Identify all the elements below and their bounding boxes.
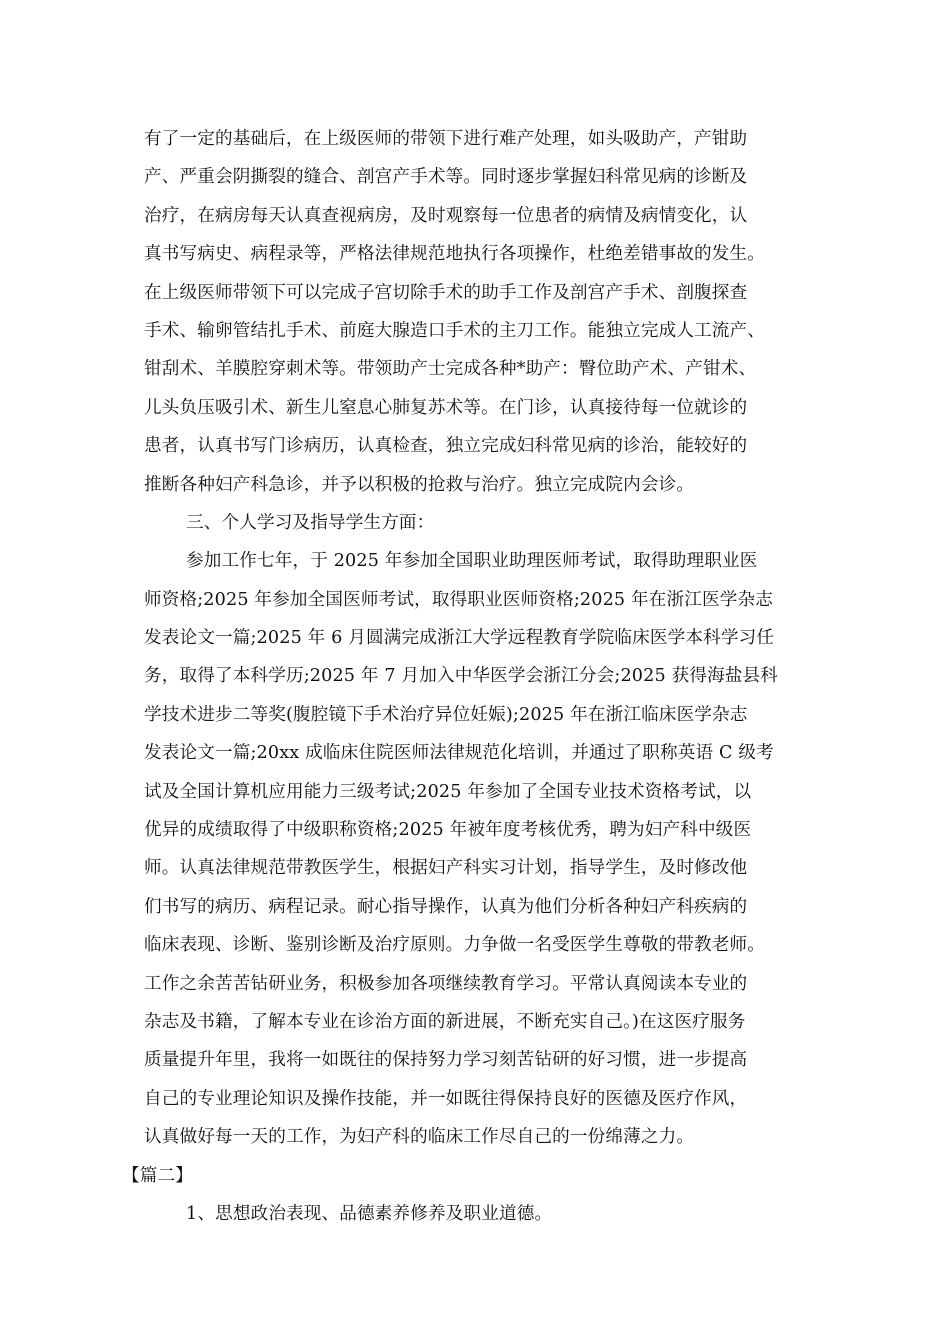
document-body: [0, 120, 950, 1233]
text-line: 试及全国计算机应用能力三级考试;2025 年参加了全国专业技术资格考试，以: [144, 781, 752, 802]
section-heading: 1、思想政治表现、品德素养修养及职业道德。: [186, 1203, 553, 1224]
section-heading: 三、个人学习及指导学生方面：: [186, 512, 435, 533]
text-line: 认真做好每一天的工作，为妇产科的临床工作尽自己的一份绵薄之力。: [144, 1127, 695, 1148]
text-line: 有了一定的基础后，在上级医师的带领下进行难产处理，如头吸助产，产钳助: [144, 129, 748, 149]
text-line: 自己的专业理论知识及操作技能，并一如既往得保持良好的医德及医疗作风，: [144, 1088, 748, 1109]
text-line: 杂志及书籍，了解本专业在诊治方面的新进展，不断充实自己。)在这医疗服务: [144, 1011, 746, 1032]
text-line: 师资格;2025 年参加全国医师考试，取得职业医师资格;2025 年在浙江医学杂志: [144, 589, 773, 610]
text-line: 治疗，在病房每天认真查视病房，及时观察每一位患者的病情及病情变化，认: [144, 205, 748, 226]
text-line: 质量提升年里，我将一如既往的保持努力学习刻苦钻研的好习惯，进一步提高: [144, 1050, 748, 1071]
text-line: 们书写的病历、病程记录。耐心指导操作，认真为他们分析各种妇产科疾病的: [144, 896, 748, 917]
text-line: 手术、输卵管结扎手术、前庭大腺造口手术的主刀工作。能独立完成人工流产、: [144, 320, 766, 341]
text-line: 优异的成绩取得了中级职称资格;2025 年被年度考核优秀，聘为妇产科中级医: [144, 820, 752, 841]
text-line: 学技术进步二等奖(腹腔镜下手术治疗异位妊娠);2025 年在浙江临床医学杂志: [144, 704, 748, 725]
text-line: 推断各种妇产科急诊，并予以积极的抢救与治疗。独立完成院内会诊。: [144, 474, 695, 495]
text-line: 工作之余苦苦钻研业务，积极参加各项继续教育学习。平常认真阅读本专业的: [144, 973, 748, 994]
chapter-heading: 【篇二】: [122, 1165, 193, 1186]
text-line: 患者，认真书写门诊病历，认真检查，独立完成妇科常见病的诊治，能较好的: [144, 436, 748, 457]
text-line: 真书写病史、病程录等，严格法律规范地执行各项操作，杜绝差错事故的发生。: [144, 244, 766, 265]
text-line: 发表论文一篇;2025 年 6 月圆满完成浙江大学远程教育学院临床医学本科学习任: [144, 628, 775, 649]
text-line: 产、严重会阴撕裂的缝合、剖宫产手术等。同时逐步掌握妇科常见病的诊断及: [144, 167, 748, 188]
text-line: 发表论文一篇;20xx 成临床住院医师法律规范化培训，并通过了职称英语 C 级考: [144, 743, 774, 764]
paragraph-first-line: 参加工作七年，于 2025 年参加全国职业助理医师考试，取得助理职业医: [186, 551, 758, 572]
text-line: 在上级医师带领下可以完成子宫切除手术的助手工作及剖宫产手术、剖腹探查: [144, 282, 748, 303]
text-line: 务，取得了本科学历;2025 年 7 月加入中华医学会浙江分会;2025 获得海盐县科: [144, 666, 779, 687]
text-line: 师。认真法律规范带教医学生，根据妇产科实习计划，指导学生，及时修改他: [144, 858, 748, 879]
text-line: 临床表现、诊断、鉴别诊断及治疗原则。力争做一名受医学生尊敬的带教老师。: [144, 935, 766, 956]
text-line: 钳刮术、羊膜腔穿刺术等。带领助产士完成各种*助产：臀位助产术、产钳术、: [144, 359, 757, 380]
text-line: 儿头负压吸引术、新生儿窒息心肺复苏术等。在门诊，认真接待每一位就诊的: [144, 397, 748, 418]
